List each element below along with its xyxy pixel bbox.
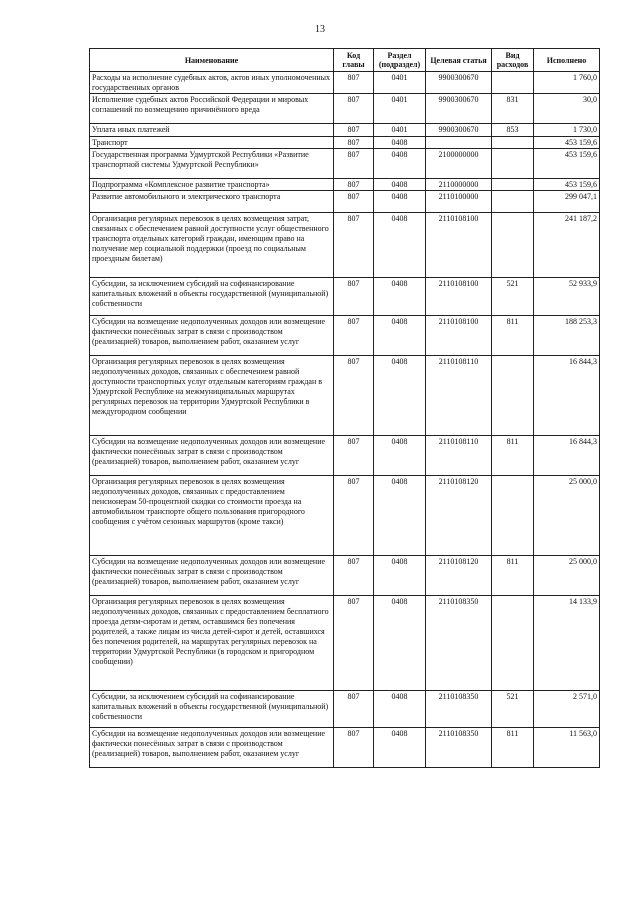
row-target-cell: 2110000000 <box>426 179 492 191</box>
row-type-cell: 811 <box>492 436 534 476</box>
row-executed-cell: 11 563,0 <box>534 728 600 768</box>
table-row <box>90 316 600 356</box>
row-executed-cell: 453 159,6 <box>534 149 600 179</box>
row-code-cell: 807 <box>334 316 374 356</box>
row-type-cell: 811 <box>492 556 534 596</box>
table-row <box>90 191 600 213</box>
row-type-cell <box>492 179 534 191</box>
row-executed-cell: 241 187,2 <box>534 213 600 278</box>
row-executed-cell: 453 159,6 <box>534 137 600 149</box>
row-type-cell <box>492 356 534 436</box>
row-section-cell: 0408 <box>374 149 426 179</box>
row-target-cell: 9900300670 <box>426 72 492 94</box>
row-name-cell: Транспорт <box>90 137 334 149</box>
row-code-cell: 807 <box>334 149 374 179</box>
row-code-cell: 807 <box>334 278 374 316</box>
row-code-cell: 807 <box>334 691 374 728</box>
table-row <box>90 124 600 137</box>
row-code-cell: 807 <box>334 728 374 768</box>
header-code: Код главы <box>334 49 374 72</box>
row-section-cell: 0408 <box>374 179 426 191</box>
row-executed-cell: 25 000,0 <box>534 476 600 556</box>
row-type-cell: 853 <box>492 124 534 137</box>
header-name: Наименование <box>90 49 334 72</box>
row-section-cell: 0401 <box>374 72 426 94</box>
row-target-cell <box>426 137 492 149</box>
row-executed-cell: 16 844,3 <box>534 436 600 476</box>
table-header-row <box>90 49 600 72</box>
row-name-cell: Организация регулярных перевозок в целях возмещения недополученных доходов, связанных с предоставлением бесплатного проезда детям-сиротам и детям, оставшимся без попечения родителей, а также лицам из числа детей-сирот и детей, оставшихся без попечения родителей, на маршрутах регулярных перевозок на территории Удмуртской Республики (в городском и пригородном сообщении) <box>90 596 334 691</box>
row-executed-cell: 188 253,3 <box>534 316 600 356</box>
header-target: Целевая статья <box>426 49 492 72</box>
table-row <box>90 179 600 191</box>
header-section: Раздел (подраздел) <box>374 49 426 72</box>
row-name-cell: Уплата иных платежей <box>90 124 334 137</box>
row-section-cell: 0408 <box>374 596 426 691</box>
row-target-cell: 9900300670 <box>426 124 492 137</box>
row-target-cell: 2110108110 <box>426 356 492 436</box>
header-type: Вид расходов <box>492 49 534 72</box>
page-number: 13 <box>315 24 325 35</box>
row-type-cell: 521 <box>492 278 534 316</box>
row-code-cell: 807 <box>334 124 374 137</box>
header-executed: Исполнено <box>534 49 600 72</box>
row-executed-cell: 30,0 <box>534 94 600 124</box>
table-row <box>90 213 600 278</box>
row-code-cell: 807 <box>334 356 374 436</box>
row-name-cell: Государственная программа Удмуртской Республики «Развитие транспортной системы Удмуртской Республики» <box>90 149 334 179</box>
row-type-cell: 521 <box>492 691 534 728</box>
row-section-cell: 0408 <box>374 356 426 436</box>
row-section-cell: 0408 <box>374 691 426 728</box>
row-target-cell: 9900300670 <box>426 94 492 124</box>
row-executed-cell: 16 844,3 <box>534 356 600 436</box>
row-code-cell: 807 <box>334 137 374 149</box>
row-type-cell <box>492 213 534 278</box>
row-name-cell: Организация регулярных перевозок в целях возмещения затрат, связанных с обеспечением равной доступности услуг общественного транспорта отдельных категорий граждан, имеющим право на получение мер социальной поддержки (проезд по социальным проездным билетам) <box>90 213 334 278</box>
table-row <box>90 436 600 476</box>
row-section-cell: 0401 <box>374 124 426 137</box>
table-row <box>90 476 600 556</box>
row-executed-cell: 14 133,9 <box>534 596 600 691</box>
row-type-cell <box>492 72 534 94</box>
row-name-cell: Развитие автомобильного и электрического транспорта <box>90 191 334 213</box>
row-type-cell <box>492 476 534 556</box>
table-row <box>90 728 600 768</box>
table-row <box>90 137 600 149</box>
row-target-cell: 2110108100 <box>426 213 492 278</box>
table-row <box>90 278 600 316</box>
row-target-cell: 2110108100 <box>426 278 492 316</box>
table-row <box>90 691 600 728</box>
row-code-cell: 807 <box>334 476 374 556</box>
row-executed-cell: 299 047,1 <box>534 191 600 213</box>
row-type-cell: 811 <box>492 316 534 356</box>
table-row <box>90 356 600 436</box>
row-name-cell: Исполнение судебных актов Российской Федерации и мировых соглашений по возмещению причинённого вреда <box>90 94 334 124</box>
row-executed-cell: 1 760,0 <box>534 72 600 94</box>
row-executed-cell: 25 000,0 <box>534 556 600 596</box>
row-target-cell: 2100000000 <box>426 149 492 179</box>
table-row <box>90 94 600 124</box>
table-row <box>90 596 600 691</box>
row-section-cell: 0408 <box>374 436 426 476</box>
row-executed-cell: 2 571,0 <box>534 691 600 728</box>
row-section-cell: 0408 <box>374 728 426 768</box>
row-code-cell: 807 <box>334 556 374 596</box>
row-name-cell: Субсидии на возмещение недополученных доходов или возмещение фактически понесённых затрат в связи с производством (реализацией) товаров, выполнением работ, оказанием услуг <box>90 316 334 356</box>
row-target-cell: 2110108350 <box>426 596 492 691</box>
row-target-cell: 2110108350 <box>426 728 492 768</box>
row-name-cell: Субсидии на возмещение недополученных доходов или возмещение фактически понесённых затрат в связи с производством (реализацией) товаров, выполнением работ, оказанием услуг <box>90 556 334 596</box>
row-code-cell: 807 <box>334 213 374 278</box>
row-section-cell: 0408 <box>374 476 426 556</box>
row-type-cell <box>492 596 534 691</box>
row-section-cell: 0408 <box>374 278 426 316</box>
row-section-cell: 0408 <box>374 213 426 278</box>
row-name-cell: Организация регулярных перевозок в целях возмещения недополученных доходов, связанных с предоставлением пенсионерам 50-процентной скидки со стоимости проезда на автомобильном транспорте общего пользования пригородного сообщения с учётом сезонных маршрутов (кроме такси) <box>90 476 334 556</box>
row-target-cell: 2110100000 <box>426 191 492 213</box>
row-target-cell: 2110108120 <box>426 556 492 596</box>
row-code-cell: 807 <box>334 94 374 124</box>
row-executed-cell: 52 933,9 <box>534 278 600 316</box>
row-name-cell: Подпрограмма «Комплексное развитие транспорта» <box>90 179 334 191</box>
row-section-cell: 0408 <box>374 191 426 213</box>
table-row <box>90 556 600 596</box>
row-code-cell: 807 <box>334 596 374 691</box>
expenditure-table <box>89 48 600 768</box>
table-row <box>90 149 600 179</box>
row-name-cell: Субсидии на возмещение недополученных доходов или возмещение фактически понесённых затрат в связи с производством (реализацией) товаров, выполнением работ, оказанием услуг <box>90 728 334 768</box>
row-type-cell <box>492 149 534 179</box>
row-name-cell: Расходы на исполнение судебных актов, актов иных уполномоченных государственных органов <box>90 72 334 94</box>
row-target-cell: 2110108120 <box>426 476 492 556</box>
row-code-cell: 807 <box>334 179 374 191</box>
row-name-cell: Организация регулярных перевозок в целях возмещения недополученных доходов, связанных с обеспечением равной доступности транспортных услуг отдельным категориям граждан в Удмуртской Республике на межмуниципальных маршрутах регулярных перевозок на территории Удмуртской Республики в междугородном сообщении <box>90 356 334 436</box>
row-name-cell: Субсидии, за исключением субсидий на софинансирование капитальных вложений в объекты государственной (муниципальной) собственности <box>90 691 334 728</box>
row-type-cell <box>492 137 534 149</box>
row-executed-cell: 453 159,6 <box>534 179 600 191</box>
row-target-cell: 2110108110 <box>426 436 492 476</box>
row-section-cell: 0408 <box>374 556 426 596</box>
row-target-cell: 2110108100 <box>426 316 492 356</box>
row-executed-cell: 1 730,0 <box>534 124 600 137</box>
row-type-cell: 811 <box>492 728 534 768</box>
row-code-cell: 807 <box>334 191 374 213</box>
row-target-cell: 2110108350 <box>426 691 492 728</box>
row-section-cell: 0401 <box>374 94 426 124</box>
table-row <box>90 72 600 94</box>
row-name-cell: Субсидии на возмещение недополученных доходов или возмещение фактически понесённых затрат в связи с производством (реализацией) товаров, выполнением работ, оказанием услуг <box>90 436 334 476</box>
row-name-cell: Субсидии, за исключением субсидий на софинансирование капитальных вложений в объекты государственной (муниципальной) собственности <box>90 278 334 316</box>
row-section-cell: 0408 <box>374 316 426 356</box>
row-code-cell: 807 <box>334 436 374 476</box>
row-code-cell: 807 <box>334 72 374 94</box>
row-section-cell: 0408 <box>374 137 426 149</box>
row-type-cell <box>492 191 534 213</box>
row-type-cell: 831 <box>492 94 534 124</box>
